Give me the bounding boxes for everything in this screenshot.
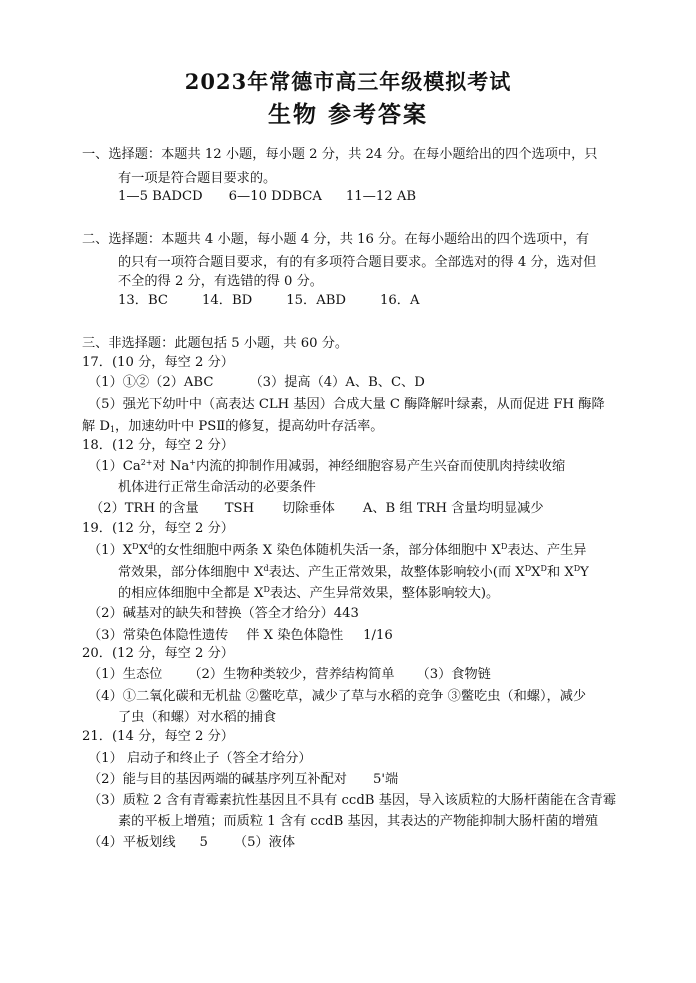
q19-superscript: D (263, 585, 270, 594)
q19-answer: （3）常染色体隐性遗传 (88, 628, 229, 643)
q18-answer: 切除垂体 (282, 501, 335, 516)
q20-answer: （3）食物链 (416, 667, 491, 682)
q19-text: 表达、产生正常效果，故整体影响较小(而 X (268, 565, 525, 580)
q21-answer: 5 (199, 835, 208, 850)
q17-answer-3-4: （3）提高（4）A、B、C、D (249, 375, 425, 390)
q19-superscript: D (524, 564, 532, 573)
q18-header: 18．(12 分，每空 2 分） (82, 438, 234, 453)
q17-text: 解 D (82, 419, 110, 434)
q21-answer: （2）能与目的基因两端的碱基序列互补配对 (88, 772, 347, 787)
q21-line1: （1） 启动子和终止子（答全才给分） (88, 751, 312, 766)
q17-line2: （5）强光下幼叶中（高表达 CLH 基因）合成大量 C 酶降解叶绿素，从而促进 FH 酶降 (88, 397, 605, 412)
q19-text: 和 X (546, 565, 574, 580)
q19-answer: 伴 X 染色体隐性 (246, 628, 344, 643)
q19-superscript: d (147, 542, 154, 551)
q19-line1 (88, 543, 587, 559)
answer-16: 16．A (380, 293, 420, 308)
q18-superscript: + (189, 458, 196, 467)
q18-text: （1）Ca (88, 459, 141, 474)
q21-line4: 素的平板上增殖；而质粒 1 含有 ccdB 基因，其表达的产物能抑制大肠杆菌的增殖 (118, 814, 599, 829)
answer-13: 13．BC (118, 293, 168, 308)
q18-superscript: 2+ (140, 458, 153, 467)
q19-text: X (531, 565, 541, 580)
q18-text: 内流的抑制作用减弱，神经细胞容易产生兴奋而使肌肉持续收缩 (196, 459, 566, 474)
q21-answer: （4）平板划线 (88, 835, 176, 850)
q20-line2: （4）①二氧化碳和无机盐 ②鳖吃草，减少了草与水稻的竞争 ③鳖吃虫（和螺），减少 (88, 689, 587, 704)
q19-text: Y (580, 565, 589, 580)
answer-14: 14．BD (202, 293, 253, 308)
q20-answer: （2）生物种类较少，营养结构简单 (188, 667, 395, 682)
q18-answer: （2）TRH 的含量 (90, 501, 199, 516)
q17-line1 (88, 375, 425, 391)
q20-line3: 了虫（和螺）对水稻的捕食 (118, 710, 277, 725)
answer-11-12: 11—12 AB (345, 189, 417, 204)
q19-line2 (118, 565, 589, 581)
q18-text: 对 Na (152, 459, 190, 474)
q19-text: 表达、产生异常效果，整体影响较大)。 (269, 586, 500, 601)
q19-text: 的女性细胞中两条 X 染色体随机失活一条，部分体细胞中 X (153, 543, 501, 558)
q19-text: 表达、产生异 (507, 543, 587, 558)
answer-1-5: 1—5 BADCD (118, 189, 203, 204)
q18-line2: 机体进行正常生命活动的必要条件 (118, 480, 316, 495)
q17-answer-1-2: （1）①②（2）ABC (88, 375, 214, 390)
q19-line5 (88, 628, 393, 644)
q19-line3 (118, 586, 499, 602)
q19-superscript: D (500, 542, 508, 551)
q21-answer: （5）液体 (233, 835, 296, 850)
section2-instruction-line1: 二、选择题：本题共 4 小题，每小题 4 分，共 16 分。在每小题给出的四个选项中，有 (82, 232, 590, 247)
q19-superscript: D (573, 564, 581, 573)
q20-answer: （1）生态位 (88, 667, 163, 682)
q21-answer: 5'端 (372, 772, 399, 787)
q19-line4: （2）碱基对的缺失和替换（答全才给分）443 (88, 606, 359, 621)
q19-header: 19．(12 分，每空 2 分） (82, 521, 234, 536)
q19-text: 常效果，部分体细胞中 X (118, 565, 264, 580)
q17-header: 17．(10 分，每空 2 分） (82, 355, 234, 370)
q19-text: 的相应体细胞中全都是 X (118, 586, 264, 601)
page-subtitle: 生物 参考答案 (267, 101, 428, 128)
page-title: 2023年常德市高三年级模拟考试 (184, 69, 512, 94)
q21-line5 (88, 835, 295, 851)
section1-answers (118, 189, 416, 205)
q19-superscript: D (132, 542, 139, 551)
q18-answer: TSH (224, 501, 255, 516)
q20-line1 (88, 667, 491, 683)
section1-instruction-line2: 有一项是符合题目要求的。 (118, 171, 277, 186)
section2-instruction-line3: 不全的得 2 分，有选错的得 0 分。 (118, 274, 323, 289)
q17-subscript: 1 (109, 425, 116, 434)
q21-header: 21．(14 分，每空 2 分） (82, 729, 234, 744)
q21-line2 (88, 772, 398, 788)
q18-line3 (90, 501, 544, 517)
answer-6-10: 6—10 DDBCA (228, 189, 322, 204)
answer-15: 15．ABD (286, 293, 346, 308)
section3-header: 三、非选择题：此题包括 5 小题，共 60 分。 (82, 336, 349, 351)
section2-answers (118, 293, 420, 309)
q19-superscript: D (540, 564, 547, 573)
q19-superscript: d (263, 564, 269, 573)
q19-answer: 1/16 (363, 628, 393, 643)
q17-line3 (82, 419, 383, 435)
q18-line1 (88, 459, 565, 475)
q19-text: （1）X (88, 543, 133, 558)
q17-text: ，加速幼叶中 PSⅡ的修复，提高幼叶存活率。 (115, 419, 384, 434)
section1-instruction-line1: 一、选择题：本题共 12 小题，每小题 2 分，共 24 分。在每小题给出的四个选项中，只 (82, 147, 598, 162)
q21-line3: （3）质粒 2 含有青霉素抗性基因且不具有 ccdB 基因，导入该质粒的大肠杆菌能在含青霉 (88, 793, 617, 808)
q18-answer: A、B 组 TRH 含量均明显减少 (362, 501, 544, 516)
q20-header: 20．(12 分，每空 2 分） (82, 646, 234, 661)
q19-text: X (138, 543, 148, 558)
section2-instruction-line2: 的只有一项符合题目要求，有的有多项符合题目要求。全部选对的得 4 分，选对但 (118, 255, 597, 270)
